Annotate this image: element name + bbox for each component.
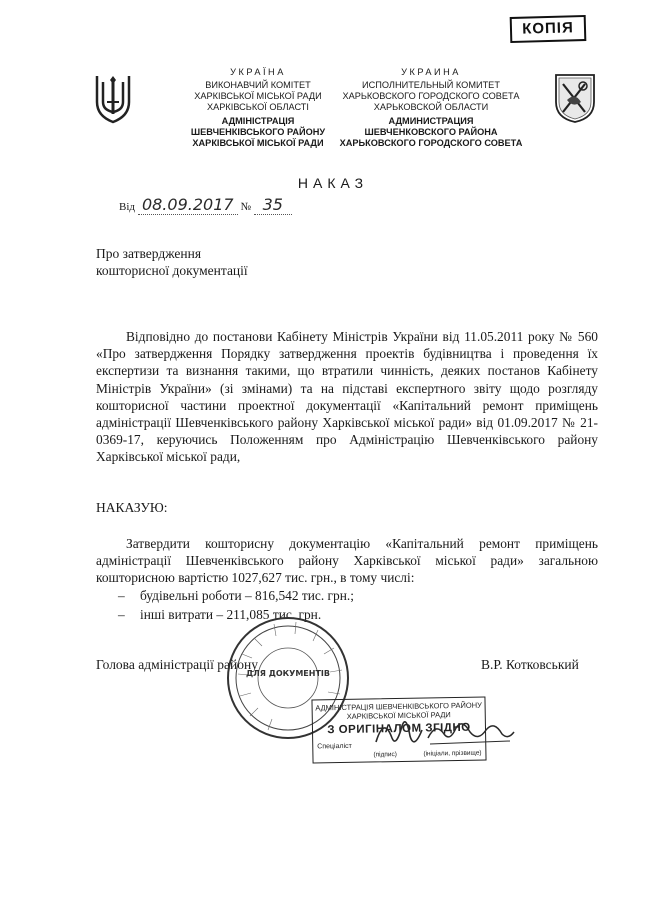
header-org-line: ШЕВЧЕНКОВСКОГО РАЙОНА [364,127,498,137]
header-line: ВИКОНАВЧИЙ КОМІТЕТ [205,80,311,90]
header-line: ХАРЬКОВСКОГО ГОРОДСКОГО СОВЕТА [342,91,520,101]
header-org-line: ХАРЬКОВСКОГО ГОРОДСКОГО СОВЕТА [339,138,523,148]
directive-paragraph: Затвердити кошторисну документацію «Капітальний ремонт приміщень адміністрації Шевченківського району Харківської міської ради» загальною кошторисною вартістю 1027,627 тис. грн., в тому числі: [96,536,598,586]
order-word: НАКАЗУЮ: [96,500,168,515]
subject-line: Про затвердження [96,246,202,261]
cert-stamp-sign-caption: (підпис) [373,751,397,759]
handwritten-signature-icon [370,708,520,759]
number-prefix: № [240,201,251,213]
header-org-line: АДМИНИСТРАЦИЯ [388,116,474,126]
subject-line: кошторисної документації [96,263,248,278]
header-country-uk: УКРАЇНА [230,67,286,77]
order-date-line [119,196,292,215]
list-item [118,586,354,605]
order-date: 08.09.2017 [138,196,238,215]
seal-text: ДЛЯ ДОКУМЕНТІВ [246,669,330,678]
list-item-text: будівельні роботи – 816,542 тис. грн.; [140,588,354,603]
header-line: ИСПОЛНИТЕЛЬНЫЙ КОМИТЕТ [362,80,500,90]
order-title: НАКАЗ [297,175,369,191]
copy-stamp: КОПІЯ [510,15,587,43]
trident-emblem-icon [93,72,133,124]
seal-text [246,669,330,678]
list-dash: – [118,588,125,603]
kharkiv-coat-of-arms-icon [553,72,597,124]
header-country-ru: УКРАИНА [401,67,461,77]
list-dash: – [118,607,125,622]
cert-stamp-line: ХАРКІВСЬКОЇ МІСЬКОЇ РАДИ [346,710,451,721]
list-item-text: інші витрати – 211,085 тис. грн. [140,607,322,622]
signatory-name: В.Р. Котковський [481,657,579,672]
order-number: 35 [254,196,292,215]
header-ukrainian [168,67,348,149]
header-org-line: ШЕВЧЕНКІВСЬКОГО РАЙОНУ [190,127,326,137]
preamble-paragraph: Відповідно до постанови Кабінету Міністрів України від 11.05.2011 року № 560 «Про затвердження Порядку затвердження проектів будівництва і проведення їх експертизи та визнання такими, що втратили чинність, деяких постанов Кабінету Міністрів України» (зі змінами) та на підставі експертного звіту щодо розгляду кошторисної частини проектної документації «Капітальний ремонт приміщень адміністрації Шевченківського району Харківської міської ради» від 01.09.2017 № 21-0369-17, керуючись Положенням про Адміністрацію Шевченківського району Харківської міської ради, [96,329,598,465]
header-org-line: АДМІНІСТРАЦІЯ [221,116,295,126]
header-line: ХАРКІВСЬКОЇ МІСЬКОЇ РАДИ [194,91,322,101]
header-org-line: ХАРКІВСЬКОЇ МІСЬКОЇ РАДИ [192,138,324,148]
header-line: ХАРЬКОВСКОЙ ОБЛАСТИ [373,102,489,112]
cert-stamp-title: З ОРИГІНАЛОМ ЗГІДНО [327,721,471,737]
header-line: ХАРКІВСЬКОЇ ОБЛАСТІ [207,102,309,112]
cert-stamp-name-caption: (ініціали, прізвище) [423,749,482,758]
cert-stamp-specialist: Спеціаліст [317,742,352,751]
order-subject [96,245,316,279]
signatory-position: Голова адміністрації району [96,657,258,672]
header-russian [330,67,532,149]
date-prefix: Від [119,201,135,213]
cert-stamp-line: АДМІНІСТРАЦІЯ ШЕВЧЕНКІВСЬКОГО РАЙОНУ [315,700,482,713]
